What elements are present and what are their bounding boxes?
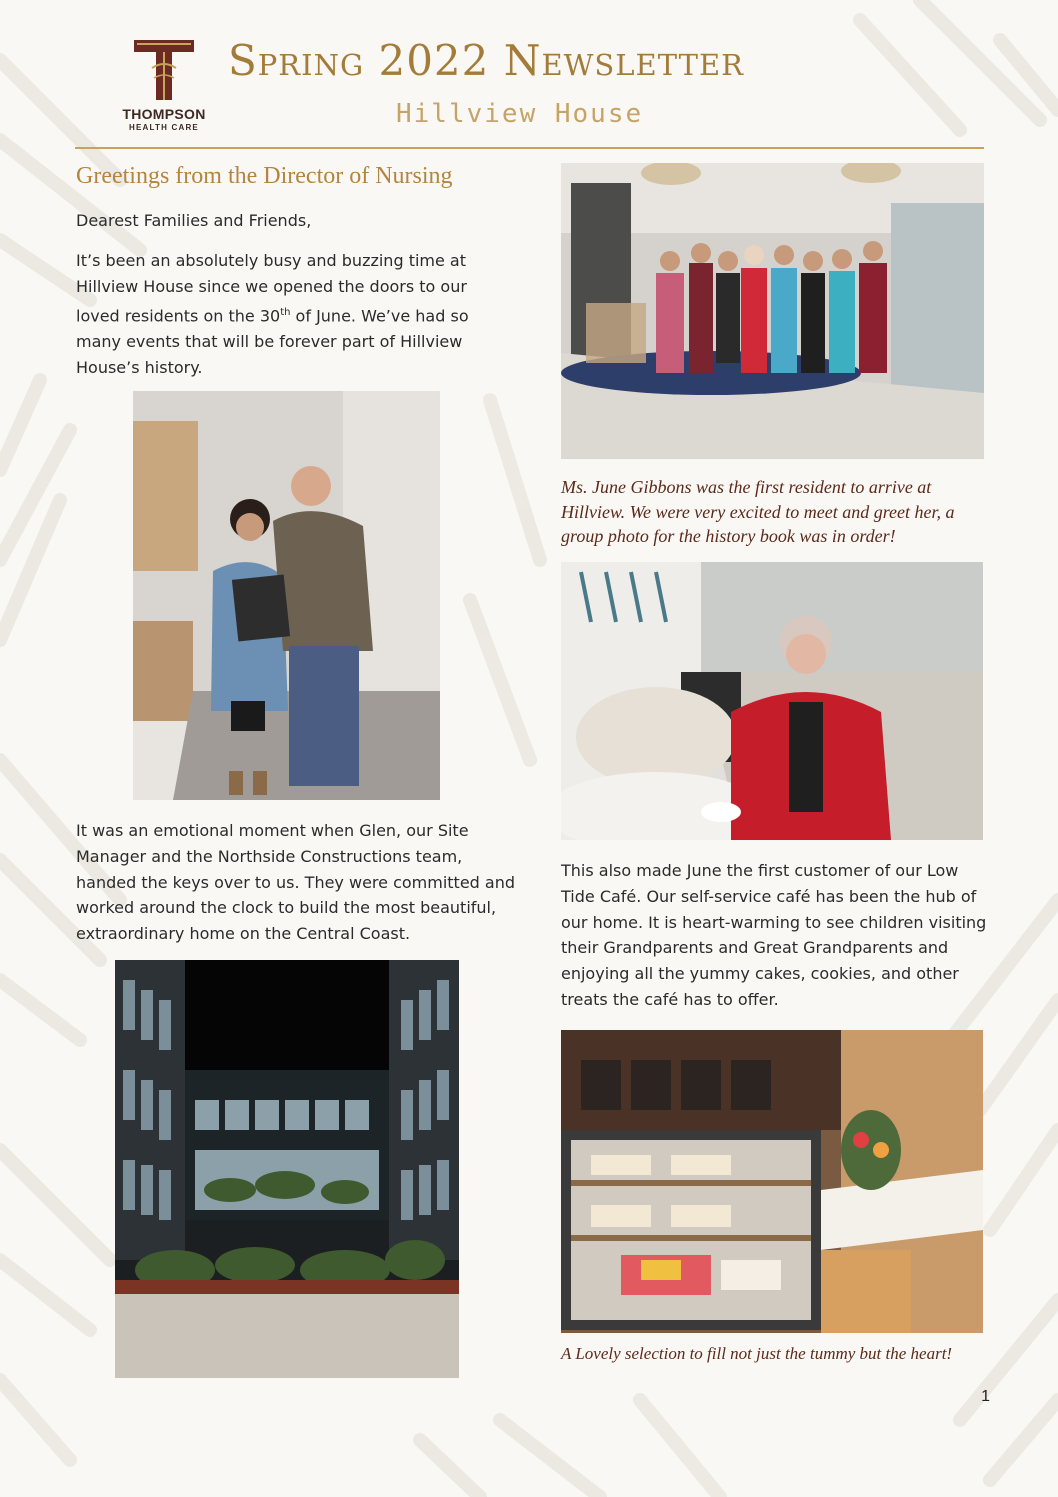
photo-group-welcome (561, 163, 984, 459)
logo-subtitle: HEALTH CARE (129, 123, 199, 132)
newsletter-subtitle: Hillview House (396, 99, 644, 129)
intro-text-b: of June. We’ve had so many events that will be forever part of Hillview House’s history. (76, 305, 469, 377)
salutation: Dearest Families and Friends, (76, 211, 312, 230)
caption-first-resident: Ms. June Gibbons was the first resident to arrive at Hillview. We were very excited to meet and greet her, a group photo for the history book was in order! (561, 477, 955, 546)
photo-courtyard-night (115, 960, 459, 1378)
photo-june-gibbons (561, 562, 983, 840)
header-divider (75, 147, 984, 149)
cafe-paragraph: This also made June the first customer of our Low Tide Café. Our self-service café has been the hub of our home. It is heart-warming to see children visiting their Grandparents and Great Grandparents and enjoying all the yummy cakes, cookies, and other treats the café has to offer. (561, 861, 987, 1009)
ordinal-suffix: th (280, 306, 291, 318)
thompson-logo (112, 38, 216, 134)
caption-cafe-selection: A Lovely selection to fill not just the tummy but the heart! (561, 1344, 953, 1363)
handover-paragraph: It was an emotional moment when Glen, our Site Manager and the Northside Constructions team, handed the keys over to us. They were committed and worked around the clock to build the most beautiful, extraordinary home on the Central Coast. (76, 821, 515, 944)
photo-key-handover (133, 391, 440, 800)
photo-cafe-cabinet (561, 1030, 983, 1333)
logo-name: THOMPSON (122, 106, 206, 122)
page-number: 1 (981, 1388, 990, 1405)
section-heading: Greetings from the Director of Nursing (76, 163, 453, 189)
intro-text-a: It’s been an absolutely busy and buzzing time at Hillview House since we opened the doors to our loved residents on the 30 (76, 251, 467, 325)
intro-paragraph (76, 248, 496, 380)
newsletter-title: Spring 2022 Newsletter (228, 36, 744, 85)
logo-t-icon (134, 38, 194, 102)
